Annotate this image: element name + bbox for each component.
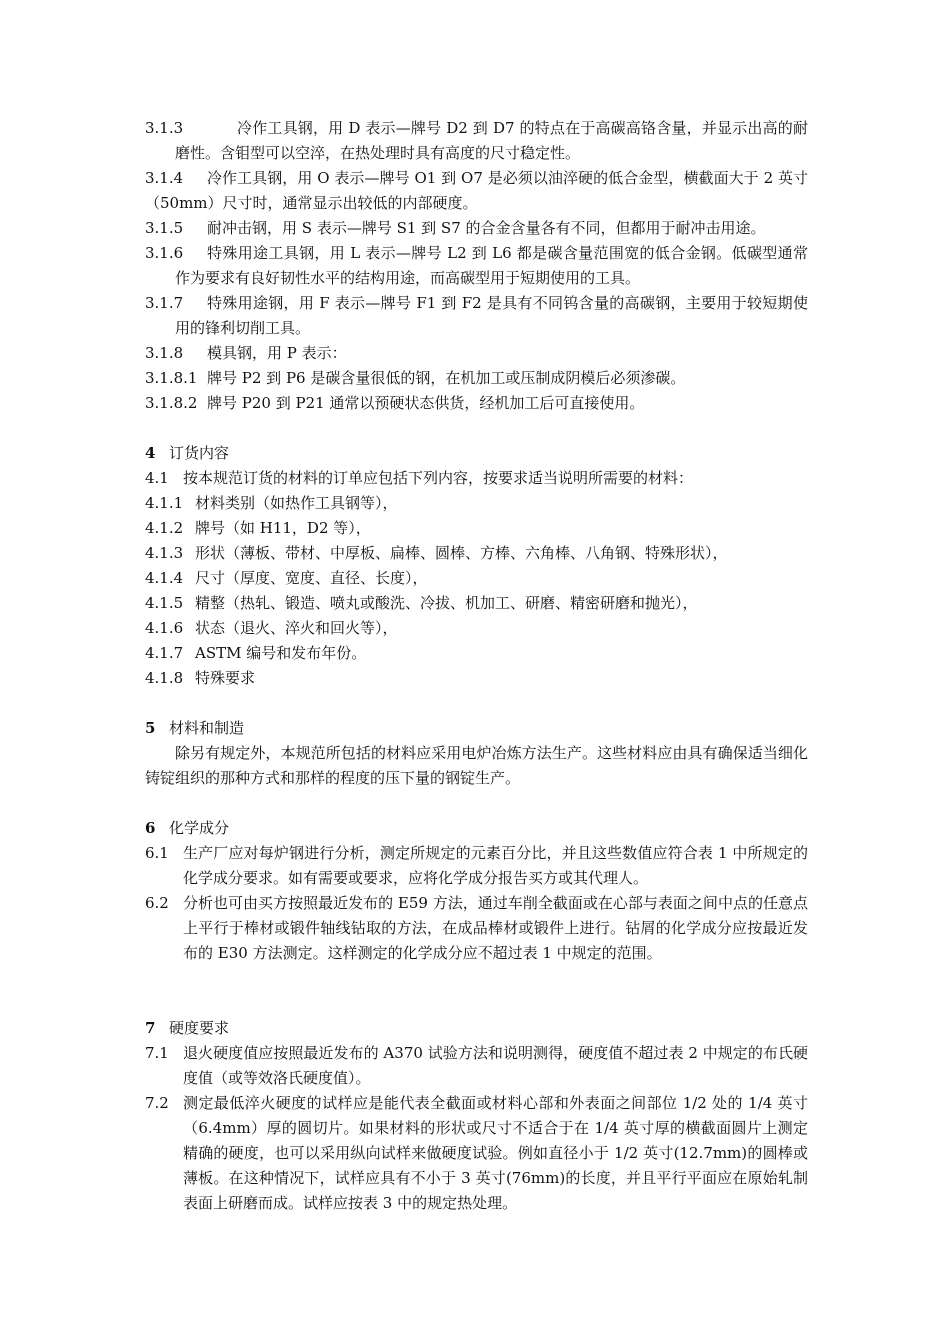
section-title: 硬度要求 [169,1019,230,1037]
clause-number: 3.1.6 [145,244,184,262]
clause-text: 牌号 P20 到 P21 通常以预硬状态供货，经机加工后可直接使用。 [207,394,645,412]
clause-number: 3.1.8.1 [145,369,198,387]
clause-3-1-8 [145,341,808,366]
clause-3-1-5 [145,216,808,241]
clause-text: 生产厂应对每炉钢进行分析，测定所规定的元素百分比，并且这些数值应符合表 1 中所规定的化学成分要求。如有需要或要求，应将化学成分报告买方或其代理人。 [183,844,808,887]
clause-4-1-4 [145,566,808,591]
clause-number: 3.1.4 [145,169,184,187]
clause-number: 3.1.7 [145,294,184,312]
clause-6-2 [145,891,808,966]
clause-6-1 [145,841,808,891]
clause-number: 4.1.3 [145,544,184,562]
clause-4-1 [145,466,808,491]
section-number: 4 [145,444,156,462]
clause-number: 4.1.7 [145,644,184,662]
clause-text: 精整（热轧、锻造、喷丸或酸洗、冷拔、机加工、研磨、精密研磨和抛光）， [195,594,698,612]
clause-number: 4.1.8 [145,669,184,687]
clause-number: 4.1.6 [145,619,184,637]
clause-text: 特殊用途工具钢，用 L 表示—牌号 L2 到 L6 都是碳含量范围宽的低合金钢。低碳型通常作为要求有良好韧性水平的结构用途，而高碳型用于短期使用的工具。 [175,244,808,287]
clause-3-1-4 [145,166,808,216]
clause-text: 牌号（如 H11，D2 等）， [195,519,371,537]
clause-4-1-8 [145,666,808,691]
clause-number: 4.1.1 [145,494,184,512]
section-5-heading [145,716,808,741]
section-title: 订货内容 [169,444,230,462]
clause-7-2 [145,1091,808,1216]
clause-text: 冷作工具钢，用 D 表示—牌号 D2 到 D7 的特点在于高碳高铬含量，并显示出高的耐磨性。含钼型可以空淬，在热处理时具有高度的尺寸稳定性。 [175,119,808,162]
clause-text: 冷作工具钢，用 O 表示—牌号 O1 到 O7 是必须以油淬硬的低合金型，横截面大于 2 英寸（50mm）尺寸时，通常显示出较低的内部硬度。 [145,169,808,212]
clause-number: 3.1.5 [145,219,184,237]
clause-number: 3.1.8 [145,344,184,362]
clause-4-1-2 [145,516,808,541]
clause-text: 按本规范订货的材料的订单应包括下列内容，按要求适当说明所需要的材料： [183,469,694,487]
clause-text: 耐冲击钢，用 S 表示—牌号 S1 到 S7 的合金含量各有不同，但都用于耐冲击用途。 [207,219,766,237]
clause-text: 模具钢，用 P 表示： [207,344,347,362]
clause-text: 材料类别（如热作工具钢等）， [195,494,398,512]
clause-number: 4.1.4 [145,569,184,587]
clause-4-1-1 [145,491,808,516]
clause-number: 7.1 [145,1044,169,1062]
section-4-heading [145,441,808,466]
clause-text: 特殊用途钢，用 F 表示—牌号 F1 到 F2 是具有不同钨含量的高碳钢，主要用于较短期使用的锋利切削工具。 [175,294,808,337]
clause-number: 4.1.2 [145,519,184,537]
clause-text: 状态（退火、淬火和回火等）， [195,619,398,637]
section-number: 7 [145,1019,156,1037]
clause-3-1-8-1 [145,366,808,391]
clause-4-1-7 [145,641,808,666]
section-number: 6 [145,819,156,837]
clause-number: 4.1 [145,469,169,487]
clause-7-1 [145,1041,808,1091]
clause-number: 7.2 [145,1094,169,1112]
clause-4-1-6 [145,616,808,641]
clause-number: 3.1.3 [145,119,184,137]
clause-number: 6.1 [145,844,169,862]
clause-number: 6.2 [145,894,169,912]
clause-4-1-5 [145,591,808,616]
section-title: 化学成分 [169,819,230,837]
clause-3-1-8-2 [145,391,808,416]
section-5-paragraph: 除另有规定外，本规范所包括的材料应采用电炉冶炼方法生产。这些材料应由具有确保适当细化铸锭组织的那种方式和那样的程度的压下量的钢锭生产。 [145,744,808,787]
clause-3-1-7 [145,291,808,341]
clause-3-1-6 [145,241,808,291]
clause-text: ASTM 编号和发布年份。 [195,644,367,662]
clause-number: 4.1.5 [145,594,184,612]
clause-number: 3.1.8.2 [145,394,198,412]
clause-text: 牌号 P2 到 P6 是碳含量很低的钢，在机加工或压制成阴模后必须渗碳。 [207,369,686,387]
clause-text: 分析也可由买方按照最近发布的 E59 方法，通过车削全截面或在心部与表面之间中点的任意点上平行于棒材或锻件轴线钻取的方法，在成品棒材或锻件上进行。钻屑的化学成分应按最近发布的 E30 方法测定。这样测定的化学成分应不超过表 1 中规定的范围。 [183,894,808,962]
section-title: 材料和制造 [169,719,245,737]
section-6-heading [145,816,808,841]
section-number: 5 [145,719,156,737]
clause-text: 退火硬度值应按照最近发布的 A370 试验方法和说明测得，硬度值不超过表 2 中规定的布氏硬度值（或等效洛氏硬度值）。 [183,1044,808,1087]
clause-text: 形状（薄板、带材、中厚板、扁棒、圆棒、方棒、六角棒、八角钢、特殊形状）， [195,544,728,562]
clause-text: 特殊要求 [195,669,256,687]
clause-3-1-3 [145,116,808,166]
section-7-heading [145,1016,808,1041]
clause-text: 尺寸（厚度、宽度、直径、长度）， [195,569,428,587]
clause-text: 测定最低淬火硬度的试样应是能代表全截面或材料心部和外表面之间部位 1/2 处的 1/4 英寸（6.4mm）厚的圆切片。如果材料的形状或尺寸不适合于在 1/4 英寸厚的横截面圆片上测定精确的硬度，也可以采用纵向试样来做硬度试验。例如直径小于 1/2 英寸(12.7mm)的圆棒或薄板。在这种情况下，试样应具有不小于 3 英寸(76mm)的长度，并且平行平面应在原始轧制表面上研磨而成。试样应按表 3 中的规定热处理。 [183,1094,808,1212]
clause-4-1-3 [145,541,808,566]
